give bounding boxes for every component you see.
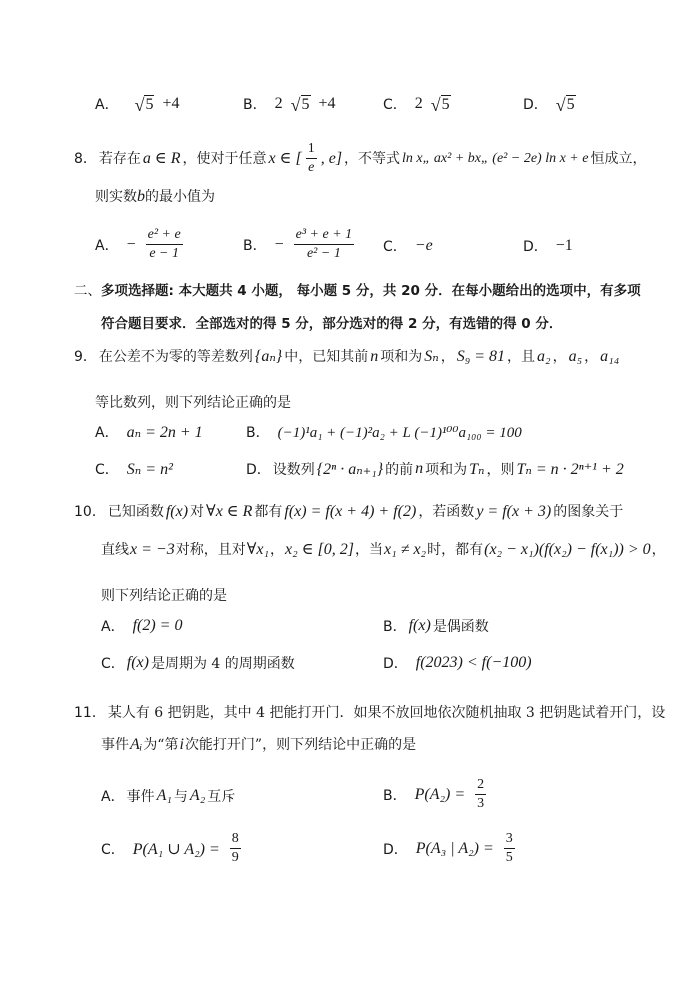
stem-text: 恒成立， — [590, 150, 647, 167]
q11-options-row-2 — [0, 830, 699, 874]
option-value: aₙ = 2n + 1 — [126, 424, 203, 441]
option-label: B． — [243, 237, 267, 254]
option-label: B． — [243, 97, 267, 113]
section-heading-line-2: 符合题目要求．全部选对的得 5 分，部分选对的得 2 分，有选错的得 0 分． — [101, 316, 563, 332]
q9-stem-line-1: 9． 在公差不为零的等差数列 {aₙ} 中，已知其前 n 项和为 Sₙ ， S₉ = 81 ，且 a₂ ， a₅ ， a₁₄ — [74, 348, 620, 365]
q8-stem-line-2: 则实数b的最小值为 — [95, 188, 215, 205]
interval-open: x ∈ [ — [268, 149, 302, 167]
q8-options — [0, 226, 699, 272]
q11-option-c: C． P(A₁ ∪ A₂) = $\frac{8}{9}$ — [101, 831, 239, 865]
option-value: −1 — [555, 237, 573, 254]
option-label: C． — [101, 656, 125, 672]
option-coefficient: 2 — [274, 95, 283, 112]
option-label: C． — [383, 97, 407, 113]
option-label: D． — [246, 462, 271, 478]
question-number: 9． — [74, 349, 97, 365]
q9-options-row-1 — [0, 422, 699, 452]
stem-text: ，使对于任意 — [182, 150, 267, 167]
option-label: D． — [523, 97, 548, 113]
s9-value: S₉ = 81 — [456, 348, 506, 365]
variable-b: b — [137, 188, 145, 205]
q9-option-b — [246, 422, 522, 442]
option-label: D． — [383, 656, 408, 672]
q7-option-a — [95, 94, 180, 114]
option-label: D． — [383, 841, 408, 858]
q10-option-a — [101, 616, 182, 636]
option-label: B． — [246, 425, 270, 441]
option-suffix: +4 — [162, 95, 180, 112]
option-suffix: +4 — [318, 95, 336, 112]
sqrt-expression: √ 5 — [555, 94, 575, 115]
q11-stem-line-1: 11． 某人有 6 把钥匙，其中 4 把能打开门．如果不放回地依次随机抽取 3 把钥匙试着开门，设 — [74, 705, 666, 721]
q9-options-row-2 — [0, 459, 699, 489]
q10-option-c: C． f(x) 是周期为 4 的周期函数 — [101, 654, 295, 672]
option-value: (−1)¹a₁ + (−1)²a₂ + L (−1)¹⁰⁰a₁₀₀ = 100 — [277, 424, 522, 441]
q7-option-d — [523, 94, 576, 114]
option-label: D． — [523, 239, 548, 255]
fraction: $\frac{\text{e³ + e + 1}}{\text{e² − 1}}$ — [295, 227, 353, 261]
sqrt-expression: √ 5 — [290, 94, 310, 115]
q8-stem-line-1 — [74, 140, 646, 177]
condition: a ∈ R — [142, 149, 181, 167]
fraction-one-over-e: $\frac{1}{e}$ — [307, 141, 315, 175]
option-label: C． — [383, 239, 407, 255]
option-label: A． — [95, 97, 119, 113]
fraction: $\frac{8}{9}$ — [231, 831, 239, 865]
negative-sign: − — [126, 235, 136, 253]
option-coefficient: 2 — [414, 95, 423, 112]
option-label: C． — [95, 462, 119, 478]
q9-stem-line-2: 等比数列，则下列结论正确的是 — [95, 395, 291, 411]
stem-text: ，不等式 — [344, 150, 401, 167]
inequality: ln x„ ax² + bx„ (e² − 2e) ln x + e — [402, 150, 589, 166]
option-value: f(2023) < f(−100) — [415, 654, 532, 671]
sqrt-expression: √ 5 — [134, 94, 154, 115]
option-label: B． — [383, 619, 407, 635]
q9-option-d: D． 设数列 {2ⁿ · aₙ₊₁} 的前 n 项和为 Tₙ ，则 Tₙ = n · 2ⁿ⁺¹ + 2 — [246, 460, 624, 478]
q9-option-a — [95, 422, 203, 442]
fraction: $\frac{2}{3}$ — [477, 777, 485, 811]
q10-stem-line-2: 直线 x = −3 对称，且对 ∀x₁ ， x₂ ∈ [0, 2] ，当 x₁ ≠ x₂ 时，都有 (x₂ − x₁)(f(x₂) − f(x₁)) > 0 ， — [101, 541, 666, 558]
q10-option-b: B． f(x) 是偶函数 — [383, 617, 489, 635]
interval-close: , e] — [320, 149, 343, 167]
option-value: Sₙ = n² — [126, 461, 173, 478]
option-label: A． — [101, 789, 125, 805]
q11-stem-line-2: 事件 Aᵢ 为“第 i 次能打开门”，则下列结论中正确的是 — [101, 736, 417, 753]
question-number: 10． — [74, 504, 106, 520]
option-value: −e — [414, 237, 433, 254]
section-heading-line-1: 二、多项选择题: 本大题共 4 小题， 每小题 5 分，共 20 分．在每小题给出的选项中，有多项 — [74, 283, 641, 299]
q9-option-c — [95, 459, 173, 479]
q10-options-row-1 — [0, 616, 699, 646]
option-label: A． — [101, 619, 125, 635]
q7-option-b — [243, 94, 336, 114]
option-label: A． — [95, 425, 119, 441]
stem-text: 若存在 — [98, 150, 141, 167]
q11-option-a: A． 事件 A₁ 与 A₂ 互斥 — [101, 787, 236, 805]
question-number: 8． — [74, 150, 97, 167]
q10-stem-line-1: 10． 已知函数 f(x) 对 ∀x ∈ R 都有 f(x) = f(x + 4) + f(2) ，若函数 y = f(x + 3) 的图象关于 — [74, 503, 624, 520]
q8-option-d — [523, 236, 573, 256]
option-value: f(2) = 0 — [132, 617, 183, 634]
q8-option-c — [383, 236, 433, 256]
q11-option-d: D． P(A₃ | A₂) = $\frac{3}{5}$ — [383, 831, 513, 865]
q7-option-c — [383, 94, 451, 114]
q10-options-row-2 — [0, 653, 699, 683]
fraction: $\frac{\text{e² + e}}{e - 1}$ — [147, 227, 181, 261]
fraction: $\frac{3}{5}$ — [505, 831, 513, 865]
q8-option-b — [243, 226, 356, 263]
q7-options — [0, 94, 699, 124]
sqrt-expression: √ 5 — [430, 94, 450, 115]
q10-stem-line-3: 则下列结论正确的是 — [101, 588, 227, 604]
option-label: A． — [95, 237, 119, 254]
option-label: B． — [383, 787, 407, 804]
question-number: 11． — [74, 705, 106, 721]
negative-sign: − — [274, 235, 284, 253]
q8-option-a — [95, 226, 185, 263]
option-label: C． — [101, 841, 125, 858]
q10-option-d — [383, 653, 532, 673]
q11-options-row-1 — [0, 776, 699, 820]
sequence: {aₙ} — [254, 348, 283, 365]
q11-option-b: B． P(A₂) = $\frac{2}{3}$ — [383, 777, 485, 811]
